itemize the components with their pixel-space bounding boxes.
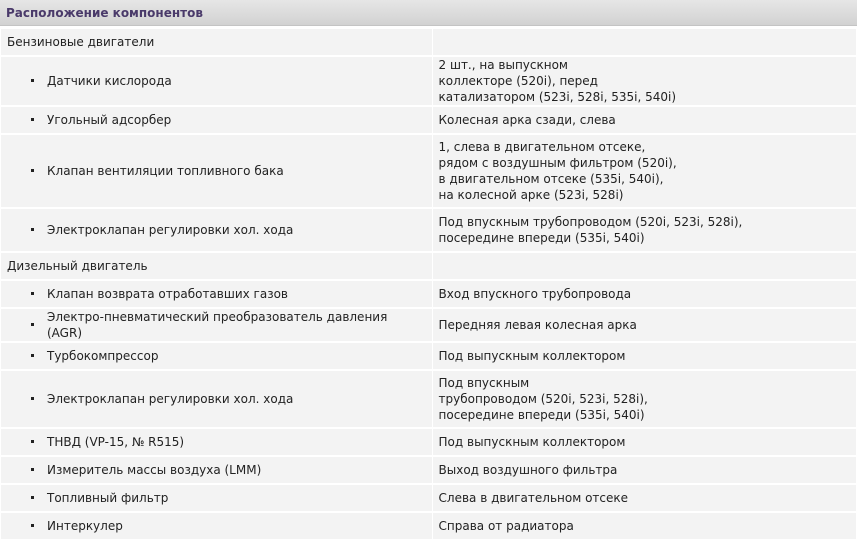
- section-title: Дизельный двигатель: [1, 253, 432, 279]
- table-row: [1, 371, 856, 427]
- component-label: Турбокомпрессор: [47, 349, 159, 363]
- component-location: Справа от радиатора: [433, 513, 856, 539]
- section-empty-cell: [433, 29, 856, 55]
- table-row: [1, 513, 856, 539]
- component-location: Колесная арка сзади, слева: [433, 107, 856, 133]
- component-location: Под впускным трубопроводом (520i, 523i, 528i), посередине впереди (535i, 540i): [433, 371, 856, 427]
- component-label: Угольный адсорбер: [47, 113, 172, 127]
- component-location: Передняя левая колесная арка: [433, 309, 856, 341]
- component-location: Под выпускным коллектором: [433, 343, 856, 369]
- component-label: Датчики кислорода: [47, 74, 172, 88]
- section-empty-cell: [433, 253, 856, 279]
- component-location: Под выпускным коллектором: [433, 429, 856, 455]
- bullet-icon: [31, 228, 34, 231]
- table-row: [1, 309, 856, 341]
- section-row: [1, 253, 856, 279]
- table-row: [1, 457, 856, 483]
- component-label: Топливный фильтр: [47, 491, 169, 505]
- table-row: [1, 343, 856, 369]
- bullet-icon: [31, 169, 34, 172]
- table-header: [0, 0, 857, 26]
- bullet-icon: [31, 292, 34, 295]
- component-location: 2 шт., на выпускном коллекторе (520i), перед катализатором (523i, 528i, 535i, 540i): [433, 57, 856, 105]
- table-row: [1, 107, 856, 133]
- component-label: Интеркулер: [47, 519, 123, 533]
- component-location: Вход впускного трубопровода: [433, 281, 856, 307]
- bullet-icon: [31, 79, 34, 82]
- table-row: [1, 57, 856, 105]
- component-location: Выход воздушного фильтра: [433, 457, 856, 483]
- component-label: Измеритель массы воздуха (LMM): [47, 463, 262, 477]
- components-table: [0, 27, 857, 541]
- section-title: Бензиновые двигатели: [1, 29, 432, 55]
- bullet-icon: [31, 496, 34, 499]
- component-label: Электроклапан регулировки хол. хода: [47, 223, 294, 237]
- bullet-icon: [31, 354, 34, 357]
- table-title: Расположение компонентов: [6, 6, 203, 20]
- bullet-icon: [31, 524, 34, 527]
- component-location: Под впускным трубопроводом (520i, 523i, 528i), посередине впереди (535i, 540i): [433, 209, 856, 251]
- component-label: Электро-пневматический преобразователь давления (AGR): [47, 310, 388, 340]
- bullet-icon: [31, 440, 34, 443]
- table-row: [1, 281, 856, 307]
- component-location: 1, слева в двигательном отсеке, рядом с воздушным фильтром (520i), в двигательном отсеке (535i, 540i), на колесной арке (523i, 528i): [433, 135, 856, 207]
- component-label: ТНВД (VP-15, № R515): [47, 435, 185, 449]
- component-label: Клапан вентиляции топливного бака: [47, 164, 284, 178]
- table-row: [1, 209, 856, 251]
- bullet-icon: [31, 397, 34, 400]
- table-row: [1, 429, 856, 455]
- component-label: Электроклапан регулировки хол. хода: [47, 392, 294, 406]
- bullet-icon: [31, 468, 34, 471]
- bullet-icon: [31, 323, 34, 326]
- component-label: Клапан возврата отработавших газов: [47, 287, 289, 301]
- section-row: [1, 29, 856, 55]
- component-location: Слева в двигательном отсеке: [433, 485, 856, 511]
- table-row: [1, 135, 856, 207]
- table-row: [1, 485, 856, 511]
- bullet-icon: [31, 118, 34, 121]
